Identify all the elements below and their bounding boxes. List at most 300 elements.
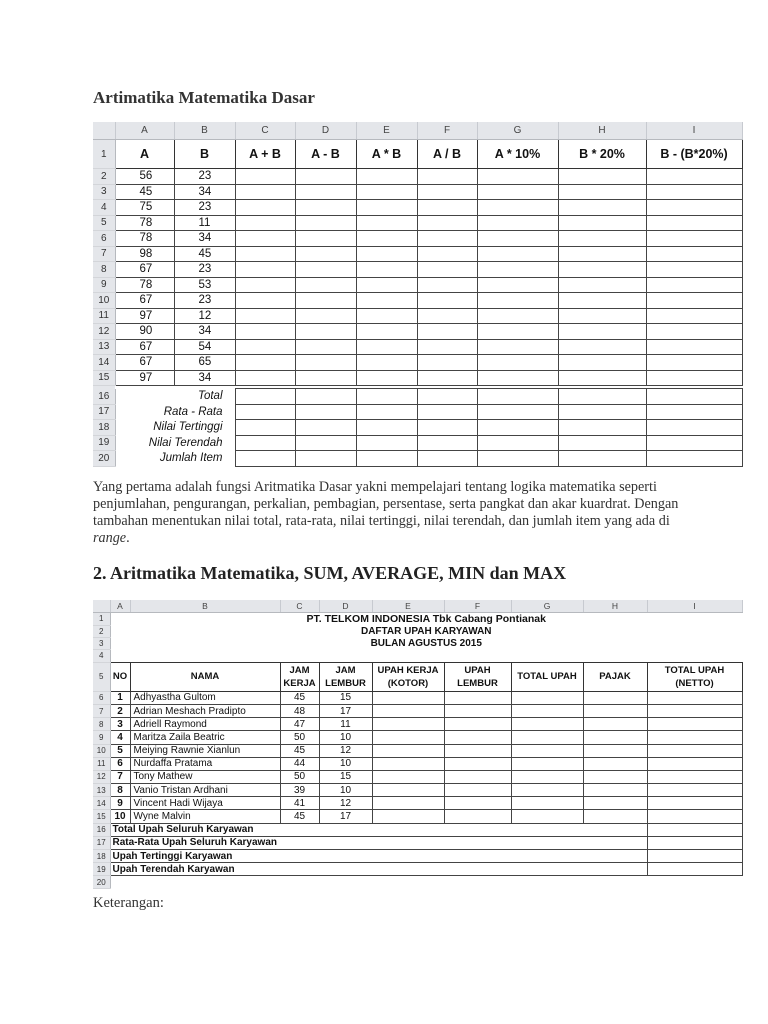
empty-cell[interactable] <box>356 324 417 340</box>
empty-cell[interactable] <box>646 293 742 309</box>
empty-cell[interactable] <box>417 339 477 355</box>
row-number: 10 <box>93 293 115 309</box>
cell-a[interactable]: 67 <box>115 262 174 278</box>
spreadsheet-arithmetic <box>93 122 742 465</box>
empty-cell[interactable] <box>444 770 511 783</box>
cell-jam-lembur[interactable]: 15 <box>319 691 372 704</box>
empty-cell[interactable] <box>583 797 647 810</box>
empty-cell[interactable] <box>372 770 444 783</box>
summary-value-cell[interactable] <box>647 850 742 863</box>
cell-jam-kerja[interactable]: 47 <box>280 718 319 731</box>
table-row <box>93 784 742 797</box>
empty-cell[interactable] <box>477 370 558 386</box>
table-row <box>93 744 742 757</box>
empty-cell[interactable] <box>235 262 295 278</box>
column-letter-A: A <box>110 600 130 613</box>
empty-cell[interactable] <box>356 339 417 355</box>
cell-no[interactable]: 3 <box>110 718 130 731</box>
empty-cell[interactable] <box>235 389 295 405</box>
empty-cell[interactable] <box>356 231 417 247</box>
empty-cell[interactable] <box>477 308 558 324</box>
cell-jam-lembur[interactable]: 12 <box>319 797 372 810</box>
empty-cell[interactable] <box>295 370 356 386</box>
section-2-title: 2. Aritmatika Matematika, SUM, AVERAGE, MIN dan MAX <box>93 563 567 583</box>
empty-cell[interactable] <box>417 246 477 262</box>
empty-cell[interactable] <box>646 200 742 216</box>
empty-cell[interactable] <box>417 324 477 340</box>
empty-cell[interactable] <box>356 355 417 371</box>
empty-cell[interactable] <box>511 810 583 823</box>
empty-cell[interactable] <box>295 308 356 324</box>
empty-cell[interactable] <box>558 370 646 386</box>
empty-cell[interactable] <box>417 308 477 324</box>
row-number: 5 <box>93 215 115 231</box>
cell-no[interactable]: 8 <box>110 784 130 797</box>
empty-cell[interactable] <box>295 355 356 371</box>
empty-cell[interactable] <box>356 370 417 386</box>
empty-cell[interactable] <box>372 704 444 717</box>
empty-cell[interactable] <box>477 451 558 467</box>
arithmetic-table <box>93 122 743 467</box>
cell-jam-kerja[interactable]: 45 <box>280 810 319 823</box>
cell-nama[interactable]: Adriell Raymond <box>130 718 280 731</box>
row-number: 8 <box>93 262 115 278</box>
cell-a[interactable]: 78 <box>115 277 174 293</box>
summary-value-cell[interactable] <box>647 823 742 836</box>
cell-jam-lembur[interactable]: 17 <box>319 810 372 823</box>
empty-cell[interactable] <box>511 757 583 770</box>
header-jam-kerja: JAM KERJA <box>280 662 319 691</box>
table-row <box>93 355 742 371</box>
empty-cell[interactable] <box>417 420 477 436</box>
empty-cell[interactable] <box>583 744 647 757</box>
cell-no[interactable]: 9 <box>110 797 130 810</box>
empty-cell[interactable] <box>477 262 558 278</box>
row-number: 4 <box>93 200 115 216</box>
cell-jam-lembur[interactable]: 11 <box>319 718 372 731</box>
summary-row <box>93 389 742 405</box>
cell-no[interactable]: 6 <box>110 757 130 770</box>
empty-cell[interactable] <box>356 277 417 293</box>
table-row <box>93 231 742 247</box>
empty-cell[interactable] <box>646 404 742 420</box>
empty-cell[interactable] <box>646 262 742 278</box>
empty-cell[interactable] <box>583 731 647 744</box>
empty-cell[interactable] <box>235 308 295 324</box>
empty-cell[interactable] <box>235 404 295 420</box>
column-letter-G: G <box>511 600 583 613</box>
cell-no[interactable]: 10 <box>110 810 130 823</box>
empty-cell[interactable] <box>646 277 742 293</box>
empty-cell[interactable] <box>511 797 583 810</box>
empty-cell[interactable] <box>511 704 583 717</box>
empty-cell[interactable] <box>295 169 356 185</box>
empty-cell[interactable] <box>558 184 646 200</box>
empty-cell[interactable] <box>646 246 742 262</box>
empty-cell[interactable] <box>356 293 417 309</box>
cell-b[interactable]: 23 <box>174 293 235 309</box>
cell-b[interactable]: 45 <box>174 246 235 262</box>
empty-cell[interactable] <box>295 435 356 451</box>
empty-cell[interactable] <box>444 691 511 704</box>
empty-cell[interactable] <box>235 435 295 451</box>
cell-b[interactable]: 53 <box>174 277 235 293</box>
cell-nama[interactable]: Nurdaffa Pratama <box>130 757 280 770</box>
cell-a[interactable]: 78 <box>115 215 174 231</box>
empty-cell[interactable] <box>417 277 477 293</box>
empty-cell[interactable] <box>646 389 742 405</box>
cell-b[interactable]: 34 <box>174 324 235 340</box>
empty-cell[interactable] <box>646 339 742 355</box>
empty-cell[interactable] <box>372 691 444 704</box>
empty-cell[interactable] <box>511 770 583 783</box>
empty-cell[interactable] <box>417 404 477 420</box>
row-number: 19 <box>93 435 115 451</box>
empty-cell[interactable] <box>558 293 646 309</box>
empty-cell[interactable] <box>511 718 583 731</box>
empty-cell[interactable] <box>647 770 742 783</box>
cell-b[interactable]: 34 <box>174 370 235 386</box>
empty-cell[interactable] <box>558 215 646 231</box>
empty-cell[interactable] <box>646 435 742 451</box>
cell-a[interactable]: 67 <box>115 355 174 371</box>
empty-cell[interactable] <box>558 246 646 262</box>
empty-cell[interactable] <box>646 370 742 386</box>
header-cell: B <box>174 140 235 169</box>
empty-cell[interactable] <box>477 231 558 247</box>
empty-cell[interactable] <box>558 324 646 340</box>
cell-no[interactable]: 7 <box>110 770 130 783</box>
empty-cell[interactable] <box>647 718 742 731</box>
empty-cell[interactable] <box>558 231 646 247</box>
empty-cell[interactable] <box>477 355 558 371</box>
summary-row <box>93 404 742 420</box>
empty-cell[interactable] <box>356 435 417 451</box>
empty-cell[interactable] <box>444 718 511 731</box>
header-row <box>93 140 742 169</box>
empty-cell[interactable] <box>477 404 558 420</box>
empty-cell[interactable] <box>444 731 511 744</box>
empty-cell[interactable] <box>295 200 356 216</box>
cell-a[interactable]: 97 <box>115 370 174 386</box>
cell-nama[interactable]: Maritza Zaila Beatric <box>130 731 280 744</box>
empty-cell[interactable] <box>646 451 742 467</box>
empty-cell[interactable] <box>372 810 444 823</box>
empty-cell[interactable] <box>647 691 742 704</box>
empty-cell[interactable] <box>477 420 558 436</box>
empty-cell[interactable] <box>558 355 646 371</box>
empty-cell[interactable] <box>583 718 647 731</box>
column-letter-H: H <box>583 600 647 613</box>
empty-cell[interactable] <box>295 231 356 247</box>
empty-cell[interactable] <box>295 262 356 278</box>
empty-cell[interactable] <box>235 339 295 355</box>
empty-cell[interactable] <box>647 731 742 744</box>
table-row <box>93 169 742 185</box>
empty-cell[interactable] <box>235 370 295 386</box>
header-pajak: PAJAK <box>583 662 647 691</box>
cell-nama[interactable]: Tony Mathew <box>130 770 280 783</box>
cell-jam-kerja[interactable]: 50 <box>280 770 319 783</box>
cell-a[interactable]: 78 <box>115 231 174 247</box>
empty-cell[interactable] <box>444 704 511 717</box>
empty-cell[interactable] <box>295 389 356 405</box>
cell-a[interactable]: 75 <box>115 200 174 216</box>
empty-cell[interactable] <box>444 797 511 810</box>
empty-cell[interactable] <box>356 246 417 262</box>
cell-no[interactable]: 5 <box>110 744 130 757</box>
cell-jam-lembur[interactable]: 12 <box>319 744 372 757</box>
cell-b[interactable]: 34 <box>174 184 235 200</box>
empty-cell[interactable] <box>646 169 742 185</box>
cell-b[interactable]: 23 <box>174 262 235 278</box>
empty-cell[interactable] <box>235 355 295 371</box>
empty-cell[interactable] <box>477 324 558 340</box>
cell-jam-kerja[interactable]: 45 <box>280 691 319 704</box>
row-number: 1 <box>93 140 115 169</box>
empty-cell[interactable] <box>235 215 295 231</box>
empty-cell[interactable] <box>356 404 417 420</box>
cell-b[interactable]: 23 <box>174 169 235 185</box>
empty-cell[interactable] <box>295 451 356 467</box>
empty-cell[interactable] <box>417 435 477 451</box>
cell-a[interactable]: 97 <box>115 308 174 324</box>
empty-cell[interactable] <box>356 262 417 278</box>
empty-cell[interactable] <box>477 184 558 200</box>
empty-cell[interactable] <box>417 231 477 247</box>
empty-cell[interactable] <box>646 324 742 340</box>
header-total-upah: TOTAL UPAH <box>511 662 583 691</box>
empty-cell[interactable] <box>558 277 646 293</box>
empty-cell[interactable] <box>417 215 477 231</box>
empty-cell[interactable] <box>295 404 356 420</box>
corner-cell <box>93 122 115 140</box>
cell-jam-kerja[interactable]: 45 <box>280 744 319 757</box>
empty-cell[interactable] <box>477 293 558 309</box>
empty-cell[interactable] <box>295 215 356 231</box>
empty-cell[interactable] <box>372 797 444 810</box>
cell-no[interactable]: 2 <box>110 704 130 717</box>
summary-value-cell[interactable] <box>647 836 742 849</box>
table-row <box>93 797 742 810</box>
cell-b[interactable]: 11 <box>174 215 235 231</box>
empty-cell[interactable] <box>647 757 742 770</box>
empty-cell[interactable] <box>372 784 444 797</box>
cell-nama[interactable]: Adhyastha Gultom <box>130 691 280 704</box>
cell-a[interactable]: 98 <box>115 246 174 262</box>
summary-label: Rata - Rata <box>115 404 235 420</box>
empty-cell[interactable] <box>646 308 742 324</box>
empty-cell[interactable] <box>558 420 646 436</box>
header-nama: NAMA <box>130 662 280 691</box>
empty-cell[interactable] <box>417 355 477 371</box>
empty-cell[interactable] <box>356 389 417 405</box>
empty-cell[interactable] <box>477 169 558 185</box>
empty-cell[interactable] <box>295 293 356 309</box>
cell-nama[interactable]: Wyne Malvin <box>130 810 280 823</box>
row-number: 13 <box>93 339 115 355</box>
empty-cell[interactable] <box>511 731 583 744</box>
empty-cell[interactable] <box>356 420 417 436</box>
empty-cell[interactable] <box>235 184 295 200</box>
row-number: 15 <box>93 810 110 823</box>
empty-cell[interactable] <box>647 797 742 810</box>
table-row <box>93 324 742 340</box>
empty-cell[interactable] <box>295 246 356 262</box>
cell-a[interactable]: 90 <box>115 324 174 340</box>
empty-cell[interactable] <box>647 704 742 717</box>
blank-row <box>93 650 742 663</box>
empty-cell[interactable] <box>477 339 558 355</box>
empty-cell[interactable] <box>444 810 511 823</box>
empty-cell[interactable] <box>295 339 356 355</box>
cell-b[interactable]: 23 <box>174 200 235 216</box>
empty-cell[interactable] <box>646 215 742 231</box>
empty-cell[interactable] <box>235 293 295 309</box>
empty-cell[interactable] <box>558 169 646 185</box>
column-letter-G: G <box>477 122 558 140</box>
empty-cell[interactable] <box>372 757 444 770</box>
empty-cell[interactable] <box>511 784 583 797</box>
empty-cell[interactable] <box>583 704 647 717</box>
cell-jam-kerja[interactable]: 48 <box>280 704 319 717</box>
empty-cell[interactable] <box>646 355 742 371</box>
summary-value-cell[interactable] <box>647 863 742 876</box>
empty-cell[interactable] <box>372 718 444 731</box>
empty-cell[interactable] <box>558 262 646 278</box>
empty-cell[interactable] <box>646 420 742 436</box>
empty-cell[interactable] <box>356 308 417 324</box>
cell-jam-lembur[interactable]: 15 <box>319 770 372 783</box>
empty-cell[interactable] <box>417 370 477 386</box>
empty-cell[interactable] <box>558 404 646 420</box>
cell-jam-lembur[interactable]: 10 <box>319 784 372 797</box>
empty-cell[interactable] <box>444 744 511 757</box>
cell-nama[interactable]: Vanio Tristan Ardhani <box>130 784 280 797</box>
empty-cell[interactable] <box>477 277 558 293</box>
summary-row <box>93 850 742 863</box>
cell-no[interactable]: 4 <box>110 731 130 744</box>
empty-cell[interactable] <box>558 451 646 467</box>
empty-cell[interactable] <box>417 262 477 278</box>
cell-jam-kerja[interactable]: 50 <box>280 731 319 744</box>
empty-cell[interactable] <box>235 420 295 436</box>
cell-b[interactable]: 12 <box>174 308 235 324</box>
empty-cell[interactable] <box>477 246 558 262</box>
empty-cell[interactable] <box>372 744 444 757</box>
empty-cell[interactable] <box>417 200 477 216</box>
cell-no[interactable]: 1 <box>110 691 130 704</box>
cell-nama[interactable]: Adrian Meshach Pradipto <box>130 704 280 717</box>
cell-jam-lembur[interactable]: 10 <box>319 731 372 744</box>
empty-cell[interactable] <box>477 215 558 231</box>
empty-cell[interactable] <box>511 691 583 704</box>
empty-cell[interactable] <box>235 200 295 216</box>
row-number: 8 <box>93 718 110 731</box>
row-number: 12 <box>93 770 110 783</box>
empty-cell[interactable] <box>372 731 444 744</box>
empty-cell[interactable] <box>646 184 742 200</box>
empty-cell[interactable] <box>444 784 511 797</box>
empty-cell[interactable] <box>235 231 295 247</box>
empty-cell[interactable] <box>583 691 647 704</box>
empty-cell[interactable] <box>356 169 417 185</box>
empty-cell[interactable] <box>235 324 295 340</box>
empty-cell[interactable] <box>295 324 356 340</box>
empty-cell[interactable] <box>235 277 295 293</box>
cell-b[interactable]: 34 <box>174 231 235 247</box>
table-row <box>93 246 742 262</box>
empty-cell[interactable] <box>295 277 356 293</box>
cell-b[interactable]: 54 <box>174 339 235 355</box>
table-row <box>93 184 742 200</box>
payroll-table <box>93 600 743 889</box>
empty-cell[interactable] <box>558 200 646 216</box>
cell-nama[interactable]: Vincent Hadi Wijaya <box>130 797 280 810</box>
empty-cell[interactable] <box>558 339 646 355</box>
empty-cell[interactable] <box>511 744 583 757</box>
cell-jam-lembur[interactable]: 10 <box>319 757 372 770</box>
empty-cell[interactable] <box>647 744 742 757</box>
cell-jam-lembur[interactable]: 17 <box>319 704 372 717</box>
empty-cell[interactable] <box>417 169 477 185</box>
empty-cell[interactable] <box>477 389 558 405</box>
empty-cell[interactable] <box>295 184 356 200</box>
empty-cell[interactable] <box>477 435 558 451</box>
cell-jam-kerja[interactable]: 39 <box>280 784 319 797</box>
empty-cell[interactable] <box>647 784 742 797</box>
empty-cell[interactable] <box>444 757 511 770</box>
empty-cell[interactable] <box>647 810 742 823</box>
empty-cell[interactable] <box>583 770 647 783</box>
empty-cell[interactable] <box>356 451 417 467</box>
cell-a[interactable]: 56 <box>115 169 174 185</box>
empty-cell[interactable] <box>295 420 356 436</box>
empty-cell[interactable] <box>583 757 647 770</box>
empty-cell[interactable] <box>558 308 646 324</box>
empty-cell[interactable] <box>558 389 646 405</box>
cell-jam-kerja[interactable]: 41 <box>280 797 319 810</box>
cell-b[interactable]: 65 <box>174 355 235 371</box>
empty-cell[interactable] <box>417 389 477 405</box>
empty-cell[interactable] <box>235 246 295 262</box>
empty-cell[interactable] <box>583 810 647 823</box>
empty-cell[interactable] <box>235 451 295 467</box>
empty-cell[interactable] <box>356 215 417 231</box>
empty-cell[interactable] <box>583 784 647 797</box>
section-1-title: Artimatika Matematika Dasar <box>93 88 315 107</box>
column-letter-A: A <box>115 122 174 140</box>
empty-cell[interactable] <box>477 200 558 216</box>
cell-jam-kerja[interactable]: 44 <box>280 757 319 770</box>
empty-cell[interactable] <box>417 451 477 467</box>
cell-a[interactable]: 67 <box>115 293 174 309</box>
header-no: NO <box>110 662 130 691</box>
cell-a[interactable]: 67 <box>115 339 174 355</box>
row-number: 6 <box>93 691 110 704</box>
empty-cell[interactable] <box>417 184 477 200</box>
empty-cell[interactable] <box>417 293 477 309</box>
row-number: 14 <box>93 797 110 810</box>
header-cell: A / B <box>417 140 477 169</box>
cell-nama[interactable]: Meiying Rawnie Xianlun <box>130 744 280 757</box>
cell-a[interactable]: 45 <box>115 184 174 200</box>
empty-cell[interactable] <box>356 184 417 200</box>
empty-cell[interactable] <box>356 200 417 216</box>
empty-cell[interactable] <box>558 435 646 451</box>
empty-cell[interactable] <box>646 231 742 247</box>
empty-cell[interactable] <box>235 169 295 185</box>
